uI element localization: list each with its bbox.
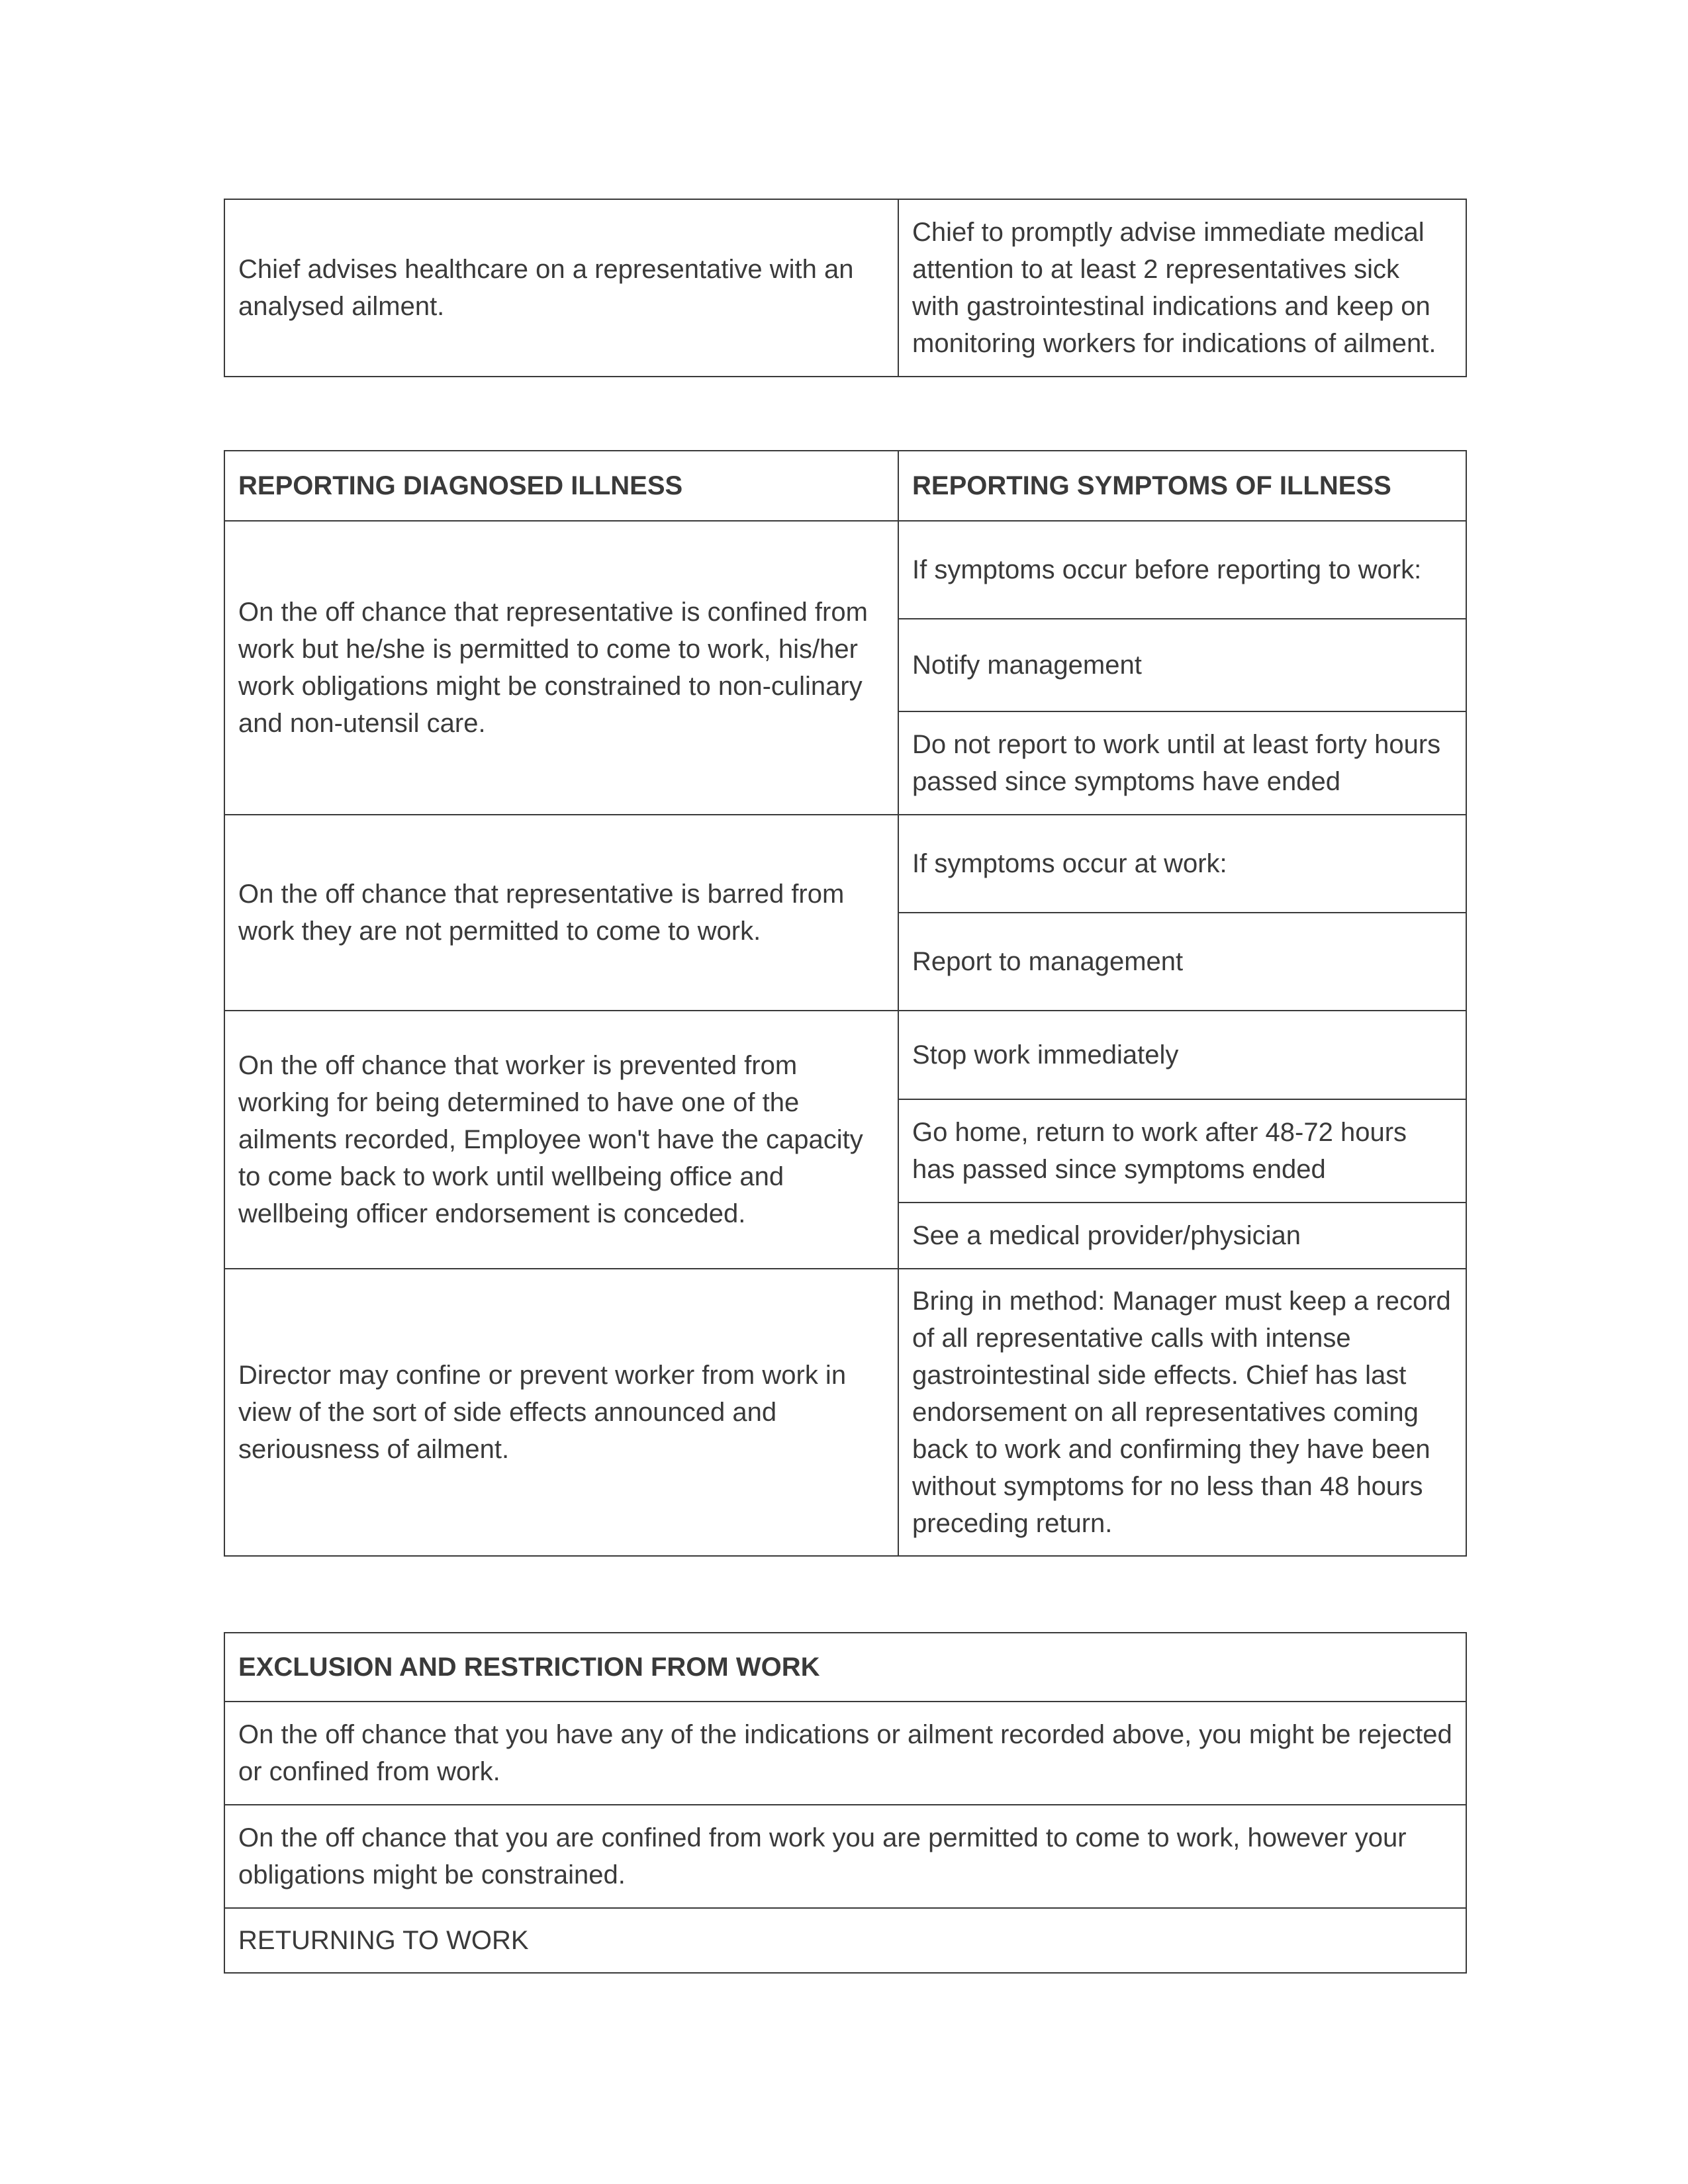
table-header-row [224,451,1466,521]
table-cell: Report to management [898,913,1466,1011]
header-exclusion: EXCLUSION AND RESTRICTION FROM WORK [224,1633,1466,1702]
reporting-table [224,450,1467,1557]
table-cell: On the off chance that representative is barred from work they are not permitted to come to work. [224,815,898,1011]
table-cell: If symptoms occur at work: [898,815,1466,913]
header-reporting-diagnosed: REPORTING DIAGNOSED ILLNESS [224,451,898,521]
table-cell: Do not report to work until at least forty hours passed since symptoms have ended [898,711,1466,815]
table-row [224,1805,1466,1908]
table-cell: Director may confine or prevent worker from work in view of the sort of side effects announced and seriousness of ailment. [224,1269,898,1556]
table-cell: Notify management [898,619,1466,711]
table-row [224,199,1466,377]
table-cell: On the off chance that worker is prevented from working for being determined to have one of the ailments recorded, Employee won't have the capacity to come back to work until wellbeing office and wellbeing officer endorsement is conceded. [224,1011,898,1269]
header-reporting-symptoms: REPORTING SYMPTOMS OF ILLNESS [898,451,1466,521]
table-header-row [224,1633,1466,1702]
table-row [224,1908,1466,1973]
table-row [224,1269,1466,1556]
table-cell: On the off chance that representative is confined from work but he/she is permitted to come to work, his/her work obligations might be constrained to non-culinary and non-utensil care. [224,521,898,815]
table-row [224,815,1466,913]
exclusion-table [224,1632,1467,1974]
table-cell: On the off chance that you have any of the indications or ailment recorded above, you might be rejected or confined from work. [224,1702,1466,1805]
table-cell: Stop work immediately [898,1011,1466,1099]
table-cell: On the off chance that you are confined from work you are permitted to come to work, however your obligations might be constrained. [224,1805,1466,1908]
table-cell: Chief to promptly advise immediate medical attention to at least 2 representatives sick with gastrointestinal indications and keep on monitoring workers for indications of ailment. [898,199,1466,377]
table-cell: See a medical provider/physician [898,1203,1466,1269]
table-cell: Chief advises healthcare on a representative with an analysed ailment. [224,199,898,377]
table-cell: Bring in method: Manager must keep a record of all representative calls with intense gastrointestinal side effects. Chief has last endorsement on all representatives coming back to work and confirming they have been without symptoms for no less than 48 hours preceding return. [898,1269,1466,1556]
top-table [224,199,1467,377]
table-cell: Go home, return to work after 48-72 hours has passed since symptoms ended [898,1099,1466,1203]
table-row [224,1702,1466,1805]
table-cell: RETURNING TO WORK [224,1908,1466,1973]
table-row [224,1011,1466,1099]
table-cell: If symptoms occur before reporting to work: [898,521,1466,619]
table-row [224,521,1466,619]
